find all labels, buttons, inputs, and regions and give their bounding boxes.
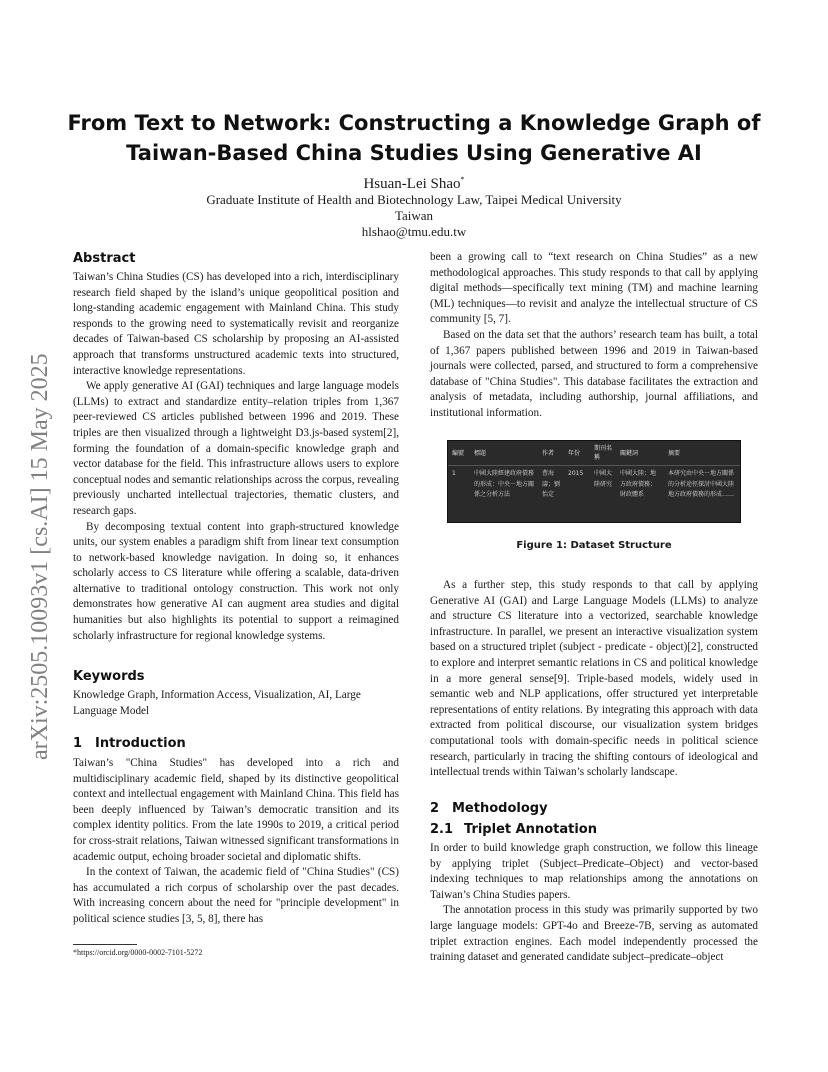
right-column-top: [430, 250, 758, 422]
intro-paragraph-2: In the context of Taiwan, the academic field of "China Studies" (CS) has accumulated a rich corpus of scholarship over the past decades. With increasing concern about the need for "principle development" in political science studies [3, 5, 8], there has: [73, 866, 399, 925]
methodology-section: [430, 800, 758, 966]
table-cell: 中國大陸經建政府債務的形成：中央－地方關係之分析方法: [474, 470, 535, 498]
section-number: 2: [430, 801, 440, 816]
orcid-footnote[interactable]: *https://orcid.org/0000-0002-7101-5272: [73, 948, 203, 957]
paper-title: [60, 108, 768, 168]
left-column: [73, 250, 399, 644]
affiliation-line-1: Graduate Institute of Health and Biotechnology Law, Taipei Medical University: [206, 192, 622, 207]
method-paragraph-1: In order to build knowledge graph construction, we follow this lineage by applying triplet (Subject–Predicate–Object) and vector-based indexing techniques to map relationships among the annotations on Taiwan’s China Studies papers.: [430, 842, 758, 901]
table-cell: 曹海濤；劉怡定: [542, 470, 561, 498]
author-email[interactable]: hlshao@tmu.edu.tw: [361, 224, 467, 239]
introduction-heading: [73, 735, 399, 753]
figure-caption: Figure 1: Dataset Structure: [516, 540, 672, 551]
table-header-row: [448, 441, 740, 466]
abstract-paragraph-2: We apply generative AI (GAI) techniques and large language models (LLMs) to extract and standardize entity–relation triples from 1,367 peer-reviewed CS articles published between 1996 and 2019. These triples are then visualized through a lightweight D3.js-based system[2], forming the foundation of a domain-specific knowledge graph and vector database for the field. This infrastructure allows users to explore conceptual nodes and semantic relationships across the corpus, revealing previously uncharted intellectual trajectories, thematic clusters, and research gaps.: [73, 380, 399, 517]
section-title: Methodology: [452, 801, 548, 816]
triplet-annotation-heading: [430, 821, 758, 839]
table-header-cell: 年份: [564, 441, 590, 466]
table-header-cell: 標題: [470, 441, 538, 466]
table-cell: 1: [452, 470, 456, 477]
affiliation-line-2: Taiwan: [394, 208, 434, 223]
keywords-text: Knowledge Graph, Information Access, Visualization, AI, Large Language Model: [73, 689, 361, 717]
author-text: Hsuan-Lei Shao: [363, 176, 461, 192]
table-header-cell: 編號: [448, 441, 470, 466]
footnote-rule: [73, 944, 137, 945]
table-cell: 本研究由中央－地方關係的分析途徑探討中國大陸地方政府債務的形成……: [668, 470, 735, 498]
table-row: [448, 466, 740, 504]
subsection-title: Triplet Annotation: [464, 822, 597, 837]
section-title: Introduction: [95, 736, 186, 751]
subsection-number: 2.1: [430, 822, 454, 837]
section-number: 1: [73, 736, 83, 751]
table-header-cell: 作者: [538, 441, 564, 466]
table-cell: 2015: [568, 470, 584, 477]
table-header-cell: 摘要: [664, 441, 740, 466]
dataset-structure-figure: [447, 440, 741, 523]
table-header-cell: 期刊名稱: [590, 441, 616, 466]
keywords-heading: Keywords: [73, 669, 145, 684]
right-paragraph-2: Based on the data set that the authors’ research team has built, a total of 1,367 papers published between 1996 and 2019 in Taiwan-based journals were collected, parsed, and structured to form a comprehensive database of "China Studies". This database facilitates the extraction and analysis of metadata, including authorship, journal affiliations, and institutional information.: [430, 328, 758, 419]
arxiv-side-label: arXiv:2505.10093v1 [cs.AI] 15 May 2025: [27, 353, 53, 760]
table-header-cell: 關鍵詞: [616, 441, 664, 466]
dataset-table: [448, 441, 740, 504]
title-line-1: From Text to Network: Constructing a Knowledge Graph of: [67, 111, 761, 135]
abstract-heading: Abstract: [73, 251, 136, 266]
right-column-bottom: [430, 578, 758, 781]
method-paragraph-2: The annotation process in this study was primarily supported by two large language models: GPT-4o and Breeze-7B, serving as automated triplet extraction engines. Each model independently processed the training dataset and generated candidate subject–predicate–object: [430, 904, 758, 964]
table-cell: 中國大陸；地方政府債務；財政體系: [620, 470, 657, 498]
table-cell: 中國大陸研究: [594, 470, 613, 488]
keywords-section: [73, 668, 399, 719]
introduction-section: [73, 735, 399, 928]
abstract-paragraph-1: Taiwan’s China Studies (CS) has developed into a rich, interdisciplinary research field shaped by the island’s unique geopolitical position and long-standing academic engagement with Mainland China. This study responds to the growing need to systematically revisit and reorganize decades of Taiwan-based CS scholarship by proposing an AI-assisted approach that transforms unstructured academic texts into structured, interactive knowledge representations.: [73, 271, 399, 377]
title-line-2: Taiwan-Based China Studies Using Generative AI: [126, 141, 702, 165]
intro-paragraph-1: Taiwan’s "China Studies" has developed into a rich and multidisciplinary academic field, shaped by its distinctive geopolitical context and intellectual engagement with Mainland China. This field has been deeply influenced by Taiwan’s democratic transition and its complex identity politics. From the late 1990s to 2019, a critical period for cross-strait relations, Taiwan witnessed significant transformations in academic output, echoing broader societal and diplomatic shifts.: [73, 757, 399, 863]
right-paragraph-3: As a further step, this study responds to that call by applying Generative AI (GAI) and Large Language Models (LLMs) to analyze and structure CS literature into a vectorized, searchable knowledge infrastructure. In parallel, we present an interactive visualization system based on a structured triplet (subject - predicate - object)[2], constructed to explore and interpret semantic relations in CS and political knowledge in a more general sense[9]. Triple-based models, widely used in semantic web and NLP applications, offer structured yet interpretable representations of entity relations. By integrating this approach with data extracted from political discourse, our visualization system bridges computational tools with domain-specific needs in political science research, particularly in tracing the shifting contours of ideological and intellectual trends within Taiwan’s scholarly landscape.: [430, 579, 758, 779]
methodology-heading: [430, 800, 758, 818]
author-affiliation: [0, 192, 828, 240]
right-paragraph-1: been a growing call to “text research on China Studies” as a new methodological approaches. This study responds to that call by applying digital methods—specifically text mining (TM) and machine learning (ML) techniques—to revisit and analyze the intellectual structure of CS community [5, 7].: [430, 251, 758, 326]
author-name: [0, 175, 828, 193]
author-footnote-mark: *: [460, 175, 465, 184]
abstract-paragraph-3: By decomposing textual content into graph-structured knowledge units, our system enables a paradigm shift from linear text consumption to network-based knowledge navigation. In doing so, it enhances scholarly access to CS literature while offering a scalable, data-driven alternative to traditional ontology construction. This work not only demonstrates how generative AI can augment area studies and digital humanities but also highlights its potential to support a reimagined scholarly infrastructure for regional knowledge systems.: [73, 520, 399, 642]
